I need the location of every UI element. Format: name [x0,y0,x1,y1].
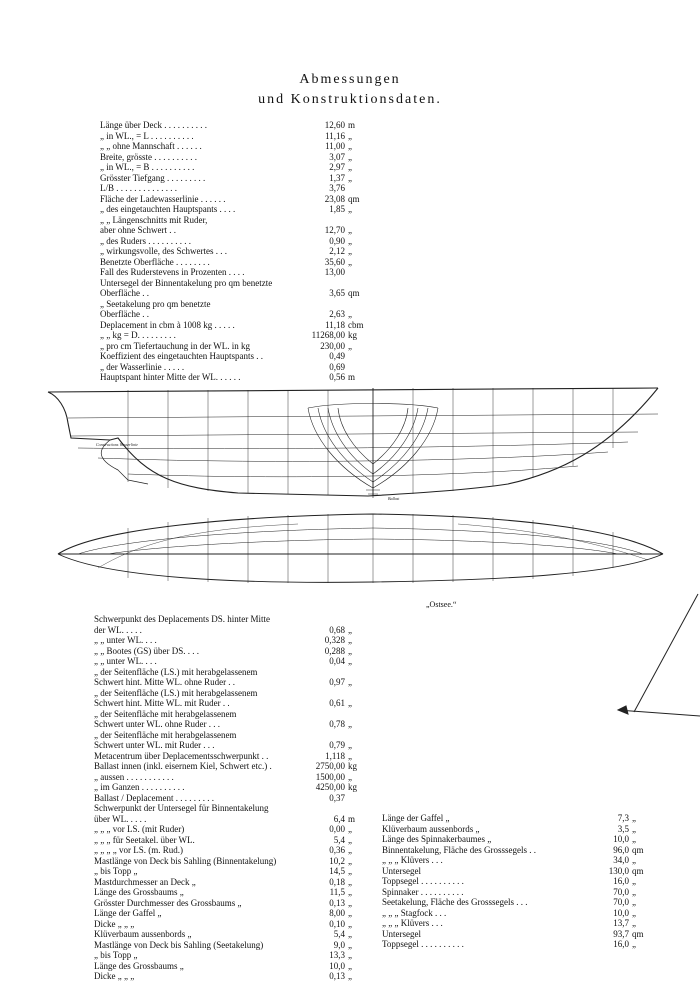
spec-row [94,677,370,688]
spec-row [382,897,654,908]
spec-value: 10,0 [329,960,345,971]
spec-unit: „ [348,141,352,151]
spec-value: 93,7 [613,928,629,939]
spec-label: „ des Ruders . . . . . . . . . . [100,235,191,246]
spec-row [94,824,370,835]
spec-value: 2,63 [329,309,345,319]
spec-label: Mastdurchmesser an Deck „ [94,876,196,887]
spec-value: 6,4 [333,813,345,824]
spec-row [94,772,370,783]
spec-value: 11268,00 [311,330,345,340]
spec-value: 0,56 [329,372,345,382]
spec-unit: qm [348,193,360,204]
spec-label: „ des eingetauchten Hauptspants . . . . [100,204,236,214]
ballast-label: Ballast [388,496,400,501]
spec-value: 0,13 [329,897,345,908]
spec-label: „ „ „ Stagfock . . . [382,907,447,918]
spec-unit: „ [348,771,352,782]
spec-unit: „ [348,855,352,866]
spec-value: 13,3 [329,950,345,960]
spec-label: Toppsegel . . . . . . . . . . [382,939,464,949]
drawing-caption: „Ostsee.“ [426,600,457,609]
spec-row [94,730,370,741]
spec-value: 9,0 [333,939,345,950]
spec-label: „ „ Längenschnitts mit Ruder, [100,214,208,225]
spec-label: „ der Seitenfläche mit herabgelassenem [94,708,237,719]
spec-value: 11,5 [329,887,345,897]
spec-value: 1,118 [325,750,345,761]
spec-unit: „ [348,645,352,656]
spec-unit: „ [348,130,352,141]
spec-value: 11,00 [325,141,345,151]
spec-value: 70,0 [613,897,629,907]
spec-row [100,288,370,299]
spec-row [100,341,370,352]
spec-unit: „ [348,225,352,235]
spec-label: Klüverbaum aussenbords „ [382,823,480,834]
spec-row [382,813,654,824]
spec-value: 2750,00 [315,761,345,771]
spec-row [100,299,370,310]
spec-value: 0,10 [329,918,345,929]
spec-value: 0,68 [329,624,345,635]
spec-unit: „ [348,309,352,319]
spec-value: 4250,00 [315,782,345,792]
spec-unit: „ [348,824,352,834]
spec-row [382,929,654,940]
spec-row [100,215,370,226]
spec-label: Länge des Spinnakerbaumes „ [382,834,492,844]
spec-row [94,950,370,961]
spec-value: 34,0 [613,855,629,865]
spec-unit: m [348,372,356,382]
spec-label: Länge über Deck . . . . . . . . . . [100,120,207,130]
spec-value: 16,0 [613,939,629,949]
spec-label: „ in WL., = B . . . . . . . . . . [100,162,195,172]
spec-label: Grösster Durchmesser des Grossbaums „ [94,897,242,908]
spec-value: 10,2 [329,855,345,866]
spec-row [94,698,370,709]
spec-label: Benetzte Oberfläche . . . . . . . . [100,256,210,267]
spec-label: „ „ „ vor LS. (mit Ruder) [94,824,185,834]
spec-row [382,876,654,887]
spec-label: Deplacement in cbm à 1008 kg . . . . . [100,319,235,330]
spec-table-centres [94,614,370,982]
spec-value: 0,00 [329,824,345,834]
hull-lines-drawing [38,378,678,596]
spec-unit: „ [348,971,352,981]
spec-row [100,278,370,289]
spec-row [100,141,370,152]
spec-unit: „ [348,656,352,666]
spec-unit: „ [348,340,352,351]
spec-label: „ pro cm Tiefertauchung in der WL. in kg [100,340,251,351]
spec-unit: „ [348,834,352,845]
spec-label: Binnentakelung, Fläche des Grosssegels . . [382,844,536,855]
spec-label: Breite, grösste . . . . . . . . . . [100,151,197,162]
spec-label: „ im Ganzen . . . . . . . . . . [94,782,185,792]
spec-unit: „ [632,876,636,886]
spec-unit: kg [348,761,357,771]
spec-label: Klüverbaum aussenbords „ [94,929,192,939]
spec-unit: „ [348,845,352,855]
spec-label: „ „ „ Klüvers . . . [382,918,443,928]
spec-label: „ der Wasserlinie . . . . . [100,361,185,372]
spec-unit: „ [348,876,352,887]
spec-row [382,908,654,919]
spec-unit: „ [348,887,352,897]
spec-label: der WL. . . . . [94,624,142,635]
spec-row [100,246,370,257]
spec-label: Schwert hint. Mitte WL. mit Ruder . . [94,698,230,708]
spec-row [94,877,370,888]
spec-value: 230,00 [320,340,345,351]
spec-label: Metacentrum über Deplacementsschwerpunkt . . [94,750,269,761]
spec-row [382,855,654,866]
spec-label: Mastlänge von Deck bis Sahling (Seetakelung) [94,939,264,950]
spec-label: Schwerpunkt des Deplacements DS. hinter Mitte [94,614,270,624]
spec-row [100,194,370,205]
spec-unit: „ [632,897,636,907]
spec-label: Mastlänge von Deck bis Sahling (Binnentakelung) [94,855,277,866]
spec-unit: „ [348,677,352,687]
spec-value: 0,04 [329,656,345,666]
spec-unit: „ [348,698,352,708]
spec-label: Fläche der Ladewasserlinie . . . . . . [100,193,226,204]
spec-value: 3,65 [329,288,345,298]
spec-unit: „ [348,162,352,172]
spec-row [94,751,370,762]
spec-value: 12,70 [324,225,345,235]
spec-unit: „ [348,950,352,960]
spec-row [100,257,370,268]
spec-unit: „ [632,834,636,844]
spec-row [100,267,370,278]
spec-unit: „ [632,939,636,949]
heading-line1: Abmessungen [299,72,401,87]
spec-row [100,330,370,341]
spec-value: 0,36 [329,845,345,855]
spec-unit: „ [632,886,636,897]
spec-row [100,309,370,320]
spec-label: „ der Seitenfläche mit herabgelassenem [94,729,237,740]
spec-value: 23,08 [324,193,345,204]
spec-value: 5,4 [333,834,345,845]
spec-table-sails [382,813,654,950]
spec-label: „ der Seitenfläche (LS.) mit herabgelassenem [94,666,258,677]
spec-row [100,225,370,236]
spec-row [94,646,370,657]
spec-row [94,782,370,793]
spec-unit: „ [632,907,636,918]
spec-value: 3,5 [617,823,629,834]
spec-row [94,835,370,846]
spec-unit: m [348,120,356,130]
spec-label: Länge des Grossbaums „ [94,887,184,897]
spec-value: 0,79 [329,740,345,750]
spec-unit: kg [348,330,357,340]
spec-label: Toppsegel . . . . . . . . . . [382,876,464,886]
spec-row [94,919,370,930]
spec-label: Schwert unter WL. mit Ruder . . . [94,740,215,750]
spec-row [94,961,370,972]
spec-label: Oberfläche . . [100,309,149,319]
spec-value: 12,60 [324,120,345,130]
spec-label: Fall des Ruderstevens in Prozenten . . . . [100,267,245,277]
spec-row [94,971,370,982]
heading-line2: und Konstruktionsdaten. [258,92,442,107]
spec-label: „ der Seitenfläche (LS.) mit herabgelassenem [94,687,258,698]
spec-row [100,362,370,373]
spec-value: 13,00 [324,267,345,277]
spec-value: 1,85 [329,204,345,214]
spec-row [100,120,370,131]
spec-row [94,929,370,940]
spec-unit: „ [348,918,352,929]
spec-row [100,351,370,362]
spec-label: „ in WL., = L . . . . . . . . . . [100,130,194,141]
spec-row [100,183,370,194]
spec-unit: „ [348,719,352,729]
spec-value: 8,00 [329,908,345,918]
spec-unit: „ [348,897,352,908]
spec-value: 0,61 [329,698,345,708]
spec-label: „ aussen . . . . . . . . . . . [94,771,174,782]
spec-value: 14,5 [329,866,345,876]
spec-row [94,635,370,646]
sail-plan-fragment [612,592,700,722]
spec-unit: „ [348,635,352,645]
spec-label: Länge der Gaffel „ [94,908,162,918]
spec-row [382,866,654,877]
spec-value: 13,7 [613,918,629,928]
spec-unit: „ [632,855,636,865]
spec-unit: „ [348,929,352,939]
spec-row [382,918,654,929]
spec-row [94,856,370,867]
spec-value: 96,0 [613,844,629,855]
spec-value: 0,78 [329,719,345,729]
spec-unit: „ [348,172,352,183]
spec-unit: „ [348,256,352,267]
spec-value: 0,288 [324,645,345,656]
spec-label: „ „ ohne Mannschaft . . . . . . [100,141,202,151]
spec-row [94,803,370,814]
spec-unit: „ [632,918,636,928]
spec-label: Hauptspant hinter Mitte der WL. . . . . . [100,372,241,382]
spec-value: 0,49 [329,351,345,361]
spec-label: Untersegel der Binnentakelung pro qm benetzte [100,277,273,288]
spec-row [94,709,370,720]
spec-label: aber ohne Schwert . . [100,225,176,235]
spec-value: 2,97 [329,162,345,172]
spec-row [100,173,370,184]
spec-label: Schwerpunkt der Untersegel für Binnentakelung [94,803,269,813]
spec-value: 11,16 [325,130,345,141]
spec-row [94,719,370,730]
spec-unit: cbm [348,319,364,330]
spec-value: 2,12 [329,246,345,256]
spec-label: „ „ unter WL. . . . [94,635,157,645]
spec-unit: „ [348,204,352,214]
waterline-label: Constructions Wasserlinie [96,442,138,447]
spec-unit: kg [348,782,357,792]
spec-label: „ „ „ für Seetakel. über WL. [94,834,195,845]
spec-row [94,740,370,751]
spec-unit: qm [632,844,644,855]
spec-label: Untersegel [382,928,421,939]
spec-unit: „ [348,960,352,971]
spec-unit: „ [348,246,352,256]
spec-value: 1500,00 [315,771,345,782]
spec-unit: „ [348,939,352,950]
spec-label: „ Seetakelung pro qm benetzte [100,298,211,309]
spec-label: „ „ unter WL. . . . [94,656,157,666]
spec-label: Dicke „ „ „ [94,971,135,981]
spec-label: „ bis Topp „ [94,866,138,876]
spec-row [100,236,370,247]
spec-row [94,887,370,898]
spec-row [94,940,370,951]
spec-row [100,320,370,331]
spec-label: „ „ „ Klüvers . . . [382,855,443,865]
spec-unit: qm [348,288,360,298]
spec-label: Dicke „ „ „ [94,918,135,929]
spec-row [382,834,654,845]
spec-row [382,939,654,950]
spec-row [94,793,370,804]
spec-unit: „ [348,151,352,162]
spec-label: Ballast innen (inkl. eisernem Kiel, Schwert etc.) . [94,761,272,771]
spec-label: L/B . . . . . . . . . . . . . . [100,183,178,193]
spec-value: 0,69 [329,361,345,372]
spec-row [94,814,370,825]
spec-row [94,614,370,625]
spec-unit: „ [348,624,352,635]
spec-value: 1,37 [329,172,345,183]
spec-label: Koeffizient des eingetauchten Hauptspants . . [100,351,264,361]
spec-unit: „ [632,813,636,823]
spec-label: Oberfläche . . [100,288,149,298]
spec-row [94,898,370,909]
spec-row [100,162,370,173]
spec-unit: m [348,813,356,824]
spec-value: 11,18 [325,319,345,330]
spec-label: Länge des Grossbaums „ [94,960,184,971]
spec-row [94,845,370,856]
spec-unit: „ [348,235,352,246]
spec-value: 0,13 [329,971,345,981]
spec-value: 130,0 [608,865,629,876]
spec-unit: qm [632,865,644,876]
spec-row [94,908,370,919]
spec-row [100,204,370,215]
spec-row [94,625,370,636]
spec-row [382,845,654,856]
spec-unit: „ [348,750,352,761]
spec-label: „ „ „ „ vor LS. (m. Rud.) [94,845,183,855]
spec-label: Schwert hint. Mitte WL. ohne Ruder . . [94,677,236,687]
spec-label: Ballast / Deplacement . . . . . . . . . [94,792,214,803]
spec-label: Seetakelung, Fläche des Grosssegels . . . [382,897,528,907]
spec-value: 35,60 [324,256,345,267]
spec-unit: „ [632,823,636,834]
spec-unit: qm [632,928,644,939]
spec-label: „ „ Bootes (GS) über DS. . . . [94,645,199,656]
spec-value: 0,18 [329,876,345,887]
spec-row [94,656,370,667]
spec-row [382,824,654,835]
spec-label: „ wirkungsvolle, des Schwertes . . . [100,246,227,256]
spec-table-dimensions [100,120,370,383]
spec-label: Länge der Gaffel „ [382,813,450,823]
spec-row [100,152,370,163]
spec-row [100,131,370,142]
spec-value: 5,4 [333,929,345,939]
spec-value: 10,0 [613,907,629,918]
spec-value: 3,07 [329,151,345,162]
spec-value: 0,328 [324,635,345,645]
spec-value: 7,3 [617,813,629,823]
spec-value: 70,0 [613,886,629,897]
spec-row [382,887,654,898]
spec-value: 0,37 [329,792,345,803]
spec-label: Grösster Tiefgang . . . . . . . . . [100,172,206,183]
spec-value: 3,76 [329,183,345,193]
spec-label: „ bis Topp „ [94,950,138,960]
spec-row [94,866,370,877]
spec-label: „ „ kg = D. . . . . . . . . [100,330,176,340]
spec-label: Untersegel [382,865,421,876]
spec-unit: „ [348,908,352,918]
spec-value: 16,0 [613,876,629,886]
spec-row [94,667,370,678]
spec-label: Spinnaker . . . . . . . . . . [382,886,464,897]
spec-row [94,761,370,772]
spec-label: Schwert unter WL. ohne Ruder . . . [94,719,221,729]
spec-row [94,688,370,699]
spec-value: 0,97 [329,677,345,687]
spec-label: über WL. . . . . [94,813,147,824]
spec-unit: „ [348,866,352,876]
spec-unit: „ [348,740,352,750]
spec-value: 10,0 [613,834,629,844]
spec-value: 0,90 [329,235,345,246]
